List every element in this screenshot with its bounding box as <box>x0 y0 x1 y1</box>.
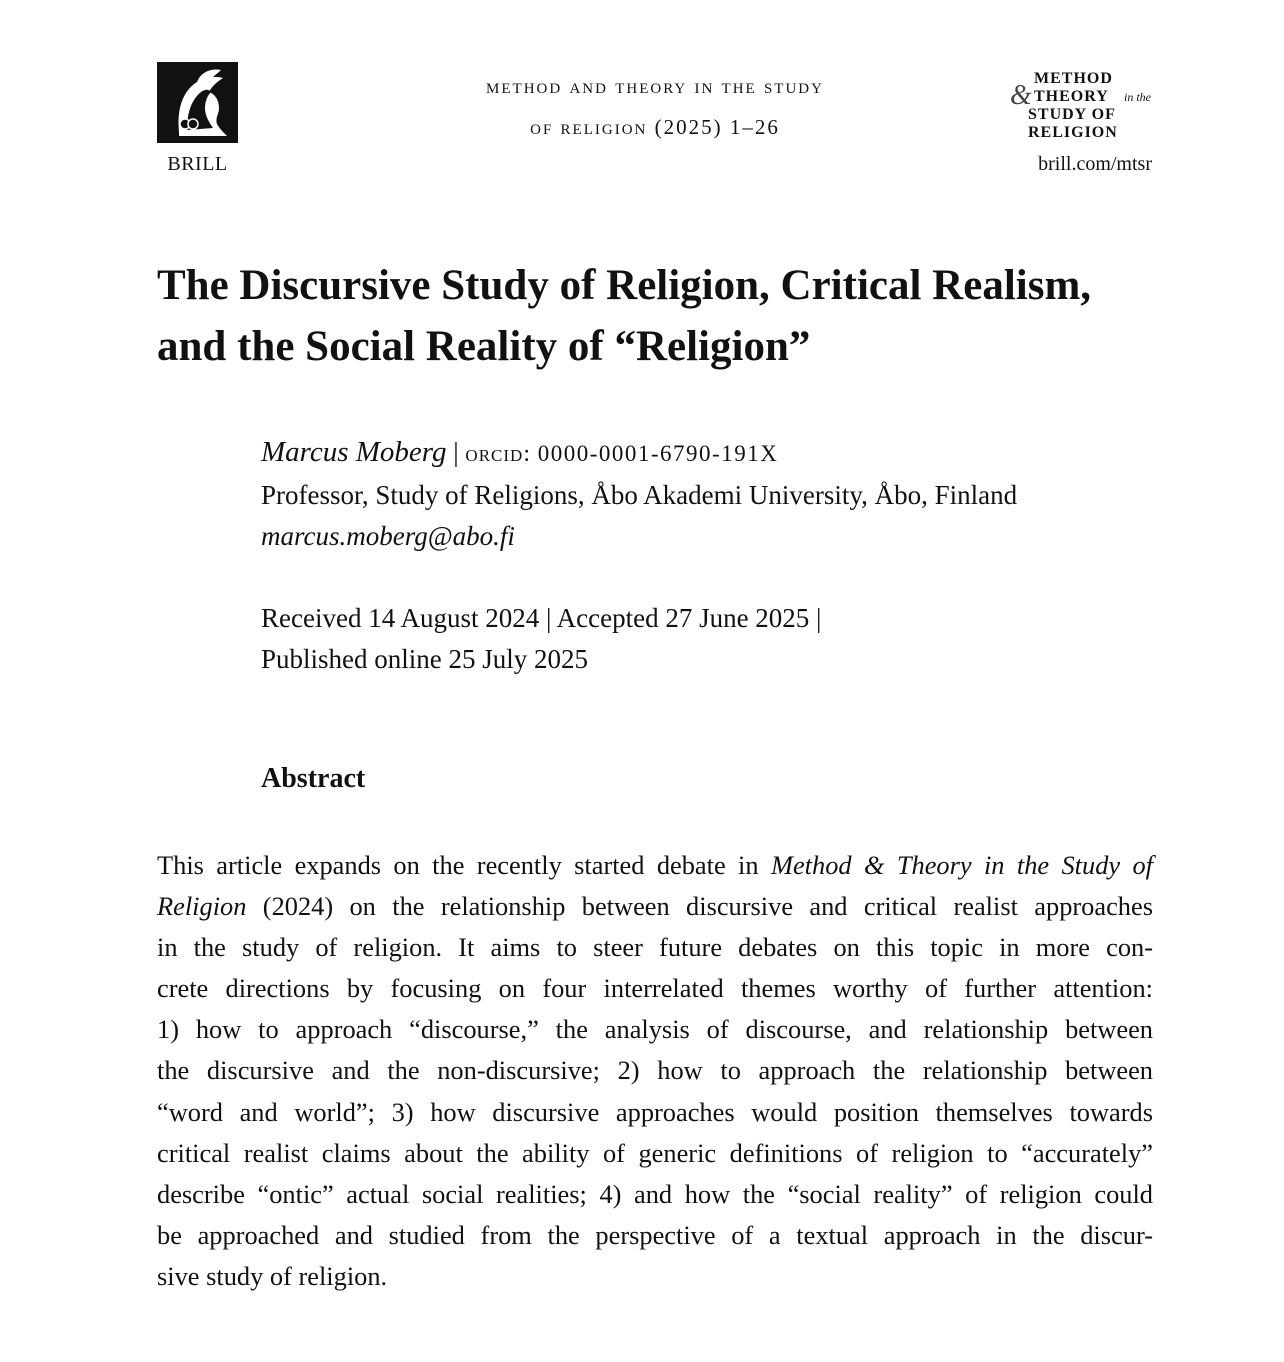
journal-header-line1: method and theory in the study <box>486 74 824 98</box>
journal-header-pages: (2025) 1–26 <box>654 115 780 139</box>
abstract-body <box>157 845 1153 1297</box>
brill-logo-icon <box>157 62 238 143</box>
abstract-line-11: sive study of religion. <box>157 1260 388 1291</box>
author-block <box>261 432 1161 557</box>
journal-url-link[interactable]: brill.com/mtsr <box>1038 153 1152 175</box>
author-name: Marcus Moberg <box>261 436 447 468</box>
abstract-line-1 <box>157 845 1153 886</box>
article-dates <box>261 598 1161 680</box>
journal-name-italic: Religion <box>157 891 247 922</box>
author-email-link[interactable]: marcus.moberg@abo.fi <box>261 521 515 551</box>
dates-received-accepted: Received 14 August 2024 | Accepted 27 June 2025 | <box>261 603 822 633</box>
journal-logo <box>1010 70 1155 142</box>
journal-logo-line4: RELIGION <box>1028 124 1118 141</box>
abstract-text: This article expands on the recently started debate in <box>157 850 759 880</box>
orcid-link[interactable]: 0000-0001-6790-191X <box>537 441 779 466</box>
journal-logo-ampersand: & <box>1010 80 1032 111</box>
journal-logo-line1: METHOD <box>1034 70 1113 87</box>
author-separator: | <box>453 437 459 467</box>
article-title-line2: and the Social Reality of “Religion” <box>157 323 811 370</box>
abstract-text: (2024) on the relationship between discursive and critical realist approaches <box>262 891 1153 922</box>
journal-logo-in-the: in the <box>1124 90 1151 104</box>
dates-published: Published online 25 July 2025 <box>261 644 589 674</box>
orcid-label: orcid: <box>465 441 531 467</box>
journal-running-header <box>400 66 910 148</box>
journal-logo-line2: THEORY <box>1034 88 1109 105</box>
abstract-line-6: the discursive and the non-discursive; 2) how to approach the relationship between <box>157 1055 1153 1086</box>
abstract-line-10: be approached and studied from the perspective of a textual approach in the discur- <box>157 1219 1153 1250</box>
abstract-line-4: crete directions by focusing on four interrelated themes worthy of further attention: <box>157 973 1153 1004</box>
article-title <box>157 255 1157 377</box>
author-affiliation: Professor, Study of Religions, Åbo Akademi University, Åbo, Finland <box>261 480 1018 510</box>
abstract-line-5: 1) how to approach “discourse,” the analysis of discourse, and relationship between <box>157 1014 1153 1045</box>
journal-name-italic: Method & Theory in the Study of <box>770 850 1153 880</box>
abstract-line-3: in the study of religion. It aims to steer future debates on this topic in more con- <box>157 932 1153 963</box>
abstract-line-9: describe “ontic” actual social realities; 4) and how the “social reality” of religion could <box>157 1178 1153 1209</box>
abstract-heading: Abstract <box>261 763 366 794</box>
journal-logo-line3: STUDY OF <box>1028 106 1116 123</box>
article-title-line1: The Discursive Study of Religion, Critical Realism, <box>157 262 1092 309</box>
abstract-line-7: “word and world”; 3) how discursive approaches would position themselves towards <box>157 1096 1153 1127</box>
publisher-name: BRILL <box>167 153 228 175</box>
abstract-line-8: critical realist claims about the ability of generic definitions of religion to “accurately” <box>157 1137 1153 1168</box>
journal-header-line2: of religion <box>530 115 648 139</box>
abstract-line-2 <box>157 886 1153 927</box>
